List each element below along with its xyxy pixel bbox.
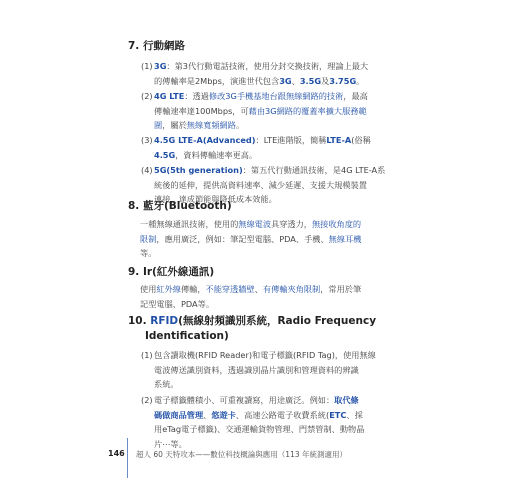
item-text — [154, 133, 416, 162]
text-line — [154, 348, 416, 363]
text-run: ，最高 — [343, 91, 368, 101]
item-text — [154, 393, 416, 451]
item-number: (1) — [141, 61, 153, 71]
highlighted-term: 悠遊卡 — [211, 409, 236, 420]
highlighted-term: 4.5G LTE-A(Advanced) — [154, 135, 256, 145]
text-line — [154, 377, 416, 392]
highlighted-term: 4G LTE — [154, 91, 185, 101]
item-text — [154, 348, 416, 392]
highlighted-term: 藉由3G網路的覆蓋率擴大服務範 — [248, 105, 367, 116]
s9-paragraph — [140, 282, 402, 311]
highlighted-term: 碼做商品管理 — [154, 409, 204, 420]
text-run: 片⋯等。 — [154, 438, 187, 449]
text-run: 、 — [254, 284, 263, 294]
text-run: 等。 — [140, 248, 157, 259]
text-run: 及 — [321, 75, 330, 86]
text-run: 統後的延伸，提供高資料速率、減少延遲、支援大規模裝置 — [154, 179, 367, 190]
highlighted-term: 無線寬頻網路 — [186, 120, 236, 131]
text-run: ，資料傳輸速率更高。 — [175, 149, 258, 160]
rfid-term: RFID — [150, 315, 179, 327]
section-9-heading: 9. Ir(紅外線通訊) — [128, 266, 215, 278]
highlighted-term: LTE-A — [326, 135, 352, 145]
section-8-heading: 8. 藍牙(Bluetooth) — [128, 200, 232, 212]
text-run: 。 — [356, 75, 365, 86]
highlighted-term: 無接收角度的 — [311, 219, 362, 229]
text-run: 、 — [203, 409, 212, 420]
s8-paragraph — [140, 217, 402, 261]
text-run: ：透過 — [184, 91, 209, 101]
heading-prefix: 10. — [128, 315, 151, 327]
text-run: 傳輸， — [180, 284, 206, 294]
item-number: (2) — [141, 395, 153, 405]
text-line — [154, 393, 416, 408]
text-line — [154, 118, 416, 133]
text-line — [154, 178, 416, 193]
text-line — [154, 408, 416, 423]
text-run: 具穿透力， — [271, 219, 312, 229]
text-run: 、 — [291, 75, 300, 86]
text-run: 包含讀取機(RFID Reader)和電子標籤(RFID Tag)，使用無線 — [154, 350, 376, 360]
text-run: 、高速公路電子收費系統( — [235, 409, 330, 420]
text-run: 、採 — [346, 409, 363, 420]
highlighted-term: 3G — [154, 61, 167, 71]
text-run: ：LTE進階版，簡稱 — [255, 135, 327, 145]
text-run: 記型電腦、PDA等。 — [140, 298, 215, 309]
text-run: 用eTag電子標籤)、交通運輸貨物管理、門禁管制、動物晶 — [154, 424, 365, 435]
page-number: 146 — [108, 449, 125, 458]
text-run: ，屬於 — [162, 120, 187, 131]
footer-divider — [127, 438, 128, 478]
text-line — [140, 282, 402, 297]
text-line — [140, 232, 402, 247]
section-10-heading-line2: Identification) — [145, 330, 229, 342]
text-line — [140, 246, 402, 261]
highlighted-term: 不能穿透牆壁 — [205, 284, 255, 294]
item-number: (4) — [141, 165, 153, 175]
item-number: (1) — [141, 350, 153, 360]
text-run: 一種無線通訊技術，使用的 — [140, 219, 239, 229]
text-run: 傳輸速率達100Mbps，可 — [154, 105, 249, 116]
text-run: 系統。 — [154, 379, 179, 390]
text-line — [154, 74, 416, 89]
text-run: 電波傳送識別資料，透過識別晶片識別和管理資料的辨識 — [154, 364, 359, 375]
footer-book-title: 超人 60 天特攻本——數位科技概論與應用（113 年統測適用） — [136, 450, 348, 459]
highlighted-term: 圍 — [154, 120, 163, 131]
text-line — [140, 217, 402, 232]
text-line — [154, 133, 416, 148]
text-run: ：第五代行動通訊技術，是4G LTE-A系 — [242, 165, 386, 175]
text-run: ，應用廣泛，例如：筆記型電腦、PDA、手機、 — [156, 233, 329, 244]
highlighted-term: 3.5G — [299, 75, 322, 86]
text-run: 。 — [235, 120, 245, 131]
highlighted-term: 無線電波 — [238, 219, 272, 229]
text-line — [154, 104, 416, 119]
text-line — [154, 422, 416, 437]
heading-rest: (無線射頻識別系統，Radio Frequency — [178, 315, 377, 327]
highlighted-term: 限制 — [140, 233, 157, 244]
item-text — [154, 89, 416, 133]
highlighted-term: 紅外線 — [156, 284, 181, 294]
highlighted-term: 5G(5th generation) — [154, 165, 243, 175]
text-line — [140, 297, 402, 312]
item-text — [154, 59, 416, 88]
item-number: (3) — [141, 135, 153, 145]
text-line — [154, 89, 416, 104]
highlighted-term: 3G — [279, 75, 292, 86]
text-run: 的傳輸率是2Mbps，演進世代包含 — [154, 75, 280, 86]
highlighted-term: 取代條 — [334, 395, 359, 405]
section-7-heading: 7. 行動網路 — [128, 40, 185, 52]
highlighted-term: 有傳輸夾角限制 — [262, 284, 321, 294]
text-line — [154, 163, 416, 178]
highlighted-term: 修改3G手機基地台跟無線網路的技術 — [208, 91, 344, 101]
text-run: 使用 — [140, 284, 157, 294]
text-run: ，常用於筆 — [320, 284, 362, 294]
text-run: (俗稱 — [351, 135, 371, 145]
highlighted-term: 4.5G — [154, 149, 176, 160]
highlighted-term: 無線耳機 — [328, 233, 362, 244]
text-run: ：第3代行動電話技術，使用分封交換技術，理論上最大 — [166, 61, 369, 71]
item-number: (2) — [141, 91, 153, 101]
text-line — [154, 59, 416, 74]
text-line — [154, 363, 416, 378]
text-line — [154, 148, 416, 163]
text-run: 電子標籤體積小、可重複讀寫，用途廣泛。例如： — [154, 395, 335, 405]
text-run: 連接，達成節能與降低成本效能。 — [154, 194, 277, 205]
highlighted-term: 3.75G — [329, 75, 357, 86]
highlighted-term: ETC — [329, 409, 347, 420]
